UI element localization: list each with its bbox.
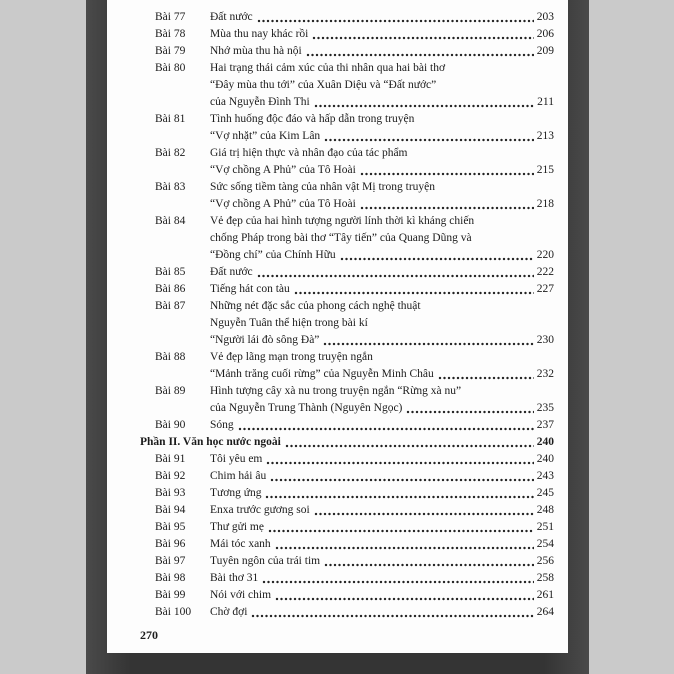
- toc-entry-line: [140, 434, 554, 451]
- entry-title: Hai trạng thái cảm xúc của thi nhân qua hai bài thơ: [210, 62, 446, 74]
- entry-page-number: 230: [536, 334, 554, 346]
- toc-entry: [140, 536, 554, 553]
- dot-leader: [268, 529, 534, 533]
- entry-page-number: 227: [536, 283, 554, 295]
- toc-entry: [140, 553, 554, 570]
- toc-entry-line: [140, 332, 554, 349]
- toc-entry: [140, 383, 554, 417]
- page-number-folio: 270: [140, 628, 158, 642]
- toc-entry-line: [140, 417, 554, 434]
- dot-leader: [324, 563, 534, 567]
- toc-entry: [140, 281, 554, 298]
- entry-page-number: 256: [536, 555, 554, 567]
- entry-page-number: 232: [536, 368, 554, 380]
- toc-entry-line: [140, 9, 554, 26]
- dot-leader: [340, 257, 534, 261]
- toc-entry-line: [140, 213, 554, 230]
- toc-entry: [140, 451, 554, 468]
- entry-page-number: 209: [536, 45, 554, 57]
- dot-leader: [266, 461, 533, 465]
- entry-title: Những nét đặc sắc của phong cách nghệ thuật: [210, 300, 421, 312]
- entry-label: Bài 86: [155, 283, 186, 295]
- entry-page-number: 218: [536, 198, 554, 210]
- toc-entry: [140, 519, 554, 536]
- entry-title: “Đồng chí” của Chính Hữu: [210, 249, 336, 261]
- toc-entry-line: [140, 587, 554, 604]
- toc-entry-line: [140, 77, 554, 94]
- toc-entry-line: [140, 111, 554, 128]
- entry-page-number: 203: [536, 11, 554, 23]
- entry-label: Bài 78: [155, 28, 186, 40]
- dot-leader: [324, 138, 534, 142]
- entry-page-number: 251: [536, 521, 554, 533]
- toc-entry-line: [140, 145, 554, 162]
- toc-entry-line: [140, 298, 554, 315]
- toc-entry: [140, 213, 554, 264]
- dot-leader: [262, 580, 534, 584]
- entry-label: Bài 92: [155, 470, 186, 482]
- toc-entry: [140, 604, 554, 621]
- entry-title: Bài thơ 31: [210, 572, 259, 584]
- entry-title: Tuyên ngôn của trái tim: [210, 555, 321, 567]
- toc-entry-line: [140, 230, 554, 247]
- entry-page-number: 222: [536, 266, 554, 278]
- toc-entry-line: [140, 366, 554, 383]
- dot-leader: [406, 410, 533, 414]
- entry-page-number: 245: [536, 487, 554, 499]
- entry-label: Phần II. Văn học nước ngoài: [140, 436, 281, 448]
- dot-leader: [275, 597, 534, 601]
- entry-page-number: 213: [536, 130, 554, 142]
- dot-leader: [314, 512, 534, 516]
- entry-title: Sức sống tiềm tàng của nhân vật Mị trong truyện: [210, 181, 436, 193]
- entry-label: Bài 85: [155, 266, 186, 278]
- toc-section-header: [140, 434, 554, 451]
- dot-leader: [294, 291, 534, 295]
- entry-label: Bài 99: [155, 589, 186, 601]
- toc-entry: [140, 26, 554, 43]
- dot-leader: [312, 36, 533, 40]
- toc-entry-line: [140, 502, 554, 519]
- entry-title: Tình huống độc đáo và hấp dẫn trong truyện: [210, 113, 415, 125]
- entry-page-number: 206: [536, 28, 554, 40]
- toc-entry-line: [140, 400, 554, 417]
- entry-page-number: 243: [536, 470, 554, 482]
- toc-entry: [140, 570, 554, 587]
- entry-page-number: 240: [536, 436, 554, 448]
- entry-title: Nhớ mùa thu hà nội: [210, 45, 302, 57]
- toc-entry: [140, 9, 554, 26]
- dot-leader: [257, 274, 534, 278]
- entry-label: Bài 90: [155, 419, 186, 431]
- toc-entry-line: [140, 179, 554, 196]
- toc-entry: [140, 417, 554, 434]
- entry-label: Bài 96: [155, 538, 186, 550]
- entry-label: Bài 95: [155, 521, 186, 533]
- dot-leader: [257, 19, 534, 23]
- entry-page-number: 248: [536, 504, 554, 516]
- entry-title: “Vợ chồng A Phủ” của Tô Hoài: [210, 198, 356, 210]
- entry-label: Bài 77: [155, 11, 186, 23]
- book-page: [107, 0, 568, 653]
- entry-label: Bài 97: [155, 555, 186, 567]
- dot-leader: [314, 104, 534, 108]
- toc-entry: [140, 502, 554, 519]
- entry-label: Bài 89: [155, 385, 186, 397]
- toc-entry: [140, 111, 554, 145]
- toc-entry-line: [140, 162, 554, 179]
- toc-entry-line: [140, 468, 554, 485]
- table-of-contents: [107, 0, 568, 621]
- toc-entry: [140, 60, 554, 111]
- entry-title: Enxa trước gương soi: [210, 504, 310, 516]
- entry-label: Bài 94: [155, 504, 186, 516]
- entry-label: Bài 98: [155, 572, 186, 584]
- toc-entry-line: [140, 196, 554, 213]
- entry-title: Mái tóc xanh: [210, 538, 271, 550]
- toc-entry-line: [140, 128, 554, 145]
- entry-label: Bài 88: [155, 351, 186, 363]
- entry-title: Đất nước: [210, 266, 253, 278]
- dot-leader: [275, 546, 534, 550]
- entry-title: “Vợ chồng A Phủ” của Tô Hoài: [210, 164, 356, 176]
- toc-entry-line: [140, 281, 554, 298]
- entry-title: Mùa thu nay khác rồi: [210, 28, 309, 40]
- entry-label: Bài 93: [155, 487, 186, 499]
- entry-page-number: 237: [536, 419, 554, 431]
- entry-title: Vẻ đẹp lãng mạn trong truyện ngắn: [210, 351, 373, 363]
- entry-title: của Nguyễn Đình Thi: [210, 96, 310, 108]
- toc-entry-line: [140, 604, 554, 621]
- toc-entry-line: [140, 485, 554, 502]
- entry-title: “Mảnh trăng cuối rừng” của Nguyễn Minh Châu: [210, 368, 434, 380]
- entry-title: Tôi yêu em: [210, 453, 263, 465]
- entry-page-number: 254: [536, 538, 554, 550]
- toc-entry-line: [140, 247, 554, 264]
- entry-label: Bài 87: [155, 300, 186, 312]
- dot-leader: [265, 495, 533, 499]
- entry-title: Tương ứng: [210, 487, 262, 499]
- entry-title: Đất nước: [210, 11, 253, 23]
- dot-leader: [238, 427, 534, 431]
- toc-entry-line: [140, 315, 554, 332]
- dot-leader: [306, 53, 534, 57]
- toc-entry-line: [140, 94, 554, 111]
- toc-entry-line: [140, 264, 554, 281]
- entry-page-number: 211: [537, 96, 554, 108]
- entry-title: chống Pháp trong bài thơ “Tây tiến” của Quang Dũng và: [210, 232, 472, 244]
- book-cover-edge: [86, 0, 589, 674]
- entry-title: Sóng: [210, 419, 234, 431]
- toc-entry-line: [140, 536, 554, 553]
- entry-title: Vẻ đẹp của hai hình tượng người lính thời kì kháng chiến: [210, 215, 475, 227]
- entry-title: “Người lái đò sông Đà”: [210, 334, 320, 346]
- entry-page-number: 264: [536, 606, 554, 618]
- toc-entry-line: [140, 26, 554, 43]
- dot-leader: [438, 376, 534, 380]
- toc-entry: [140, 43, 554, 60]
- dot-leader: [360, 172, 534, 176]
- entry-label: Bài 81: [155, 113, 186, 125]
- dot-leader: [323, 342, 533, 346]
- entry-page-number: 261: [536, 589, 554, 601]
- entry-title: Chờ đợi: [210, 606, 248, 618]
- toc-entry: [140, 349, 554, 383]
- dot-leader: [270, 478, 534, 482]
- entry-label: Bài 91: [155, 453, 186, 465]
- entry-title: của Nguyễn Trung Thành (Nguyên Ngọc): [210, 402, 403, 414]
- entry-label: Bài 79: [155, 45, 186, 57]
- entry-page-number: 258: [536, 572, 554, 584]
- toc-entry-line: [140, 519, 554, 536]
- entry-title: Hình tượng cây xà nu trong truyện ngắn “Rừng xà nu”: [210, 385, 462, 397]
- toc-entry-line: [140, 349, 554, 366]
- toc-entry-line: [140, 60, 554, 77]
- toc-entry-line: [140, 553, 554, 570]
- dot-leader: [360, 206, 534, 210]
- dot-leader: [285, 444, 534, 448]
- entry-title: “Đây mùa thu tới” của Xuân Diệu và “Đất nước”: [210, 79, 437, 91]
- entry-title: Tiếng hát con tàu: [210, 283, 290, 295]
- toc-entry: [140, 587, 554, 604]
- toc-entry-line: [140, 383, 554, 400]
- entry-label: Bài 100: [155, 606, 192, 618]
- dot-leader: [251, 614, 533, 618]
- entry-page-number: 240: [536, 453, 554, 465]
- entry-label: Bài 84: [155, 215, 186, 227]
- entry-title: “Vợ nhặt” của Kim Lân: [210, 130, 321, 142]
- entry-label: Bài 82: [155, 147, 186, 159]
- toc-entry-line: [140, 43, 554, 60]
- toc-entry: [140, 145, 554, 179]
- toc-entry: [140, 298, 554, 349]
- entry-title: Thư gửi mẹ: [210, 521, 264, 533]
- entry-label: Bài 83: [155, 181, 186, 193]
- entry-page-number: 220: [536, 249, 554, 261]
- toc-entry-line: [140, 451, 554, 468]
- entry-label: Bài 80: [155, 62, 186, 74]
- entry-page-number: 235: [536, 402, 554, 414]
- entry-page-number: 215: [536, 164, 554, 176]
- entry-title: Nguyễn Tuân thể hiện trong bài kí: [210, 317, 368, 329]
- toc-entry-line: [140, 570, 554, 587]
- entry-title: Giá trị hiện thực và nhân đạo của tác phẩm: [210, 147, 408, 159]
- toc-entry: [140, 179, 554, 213]
- entry-title: Chim hải âu: [210, 470, 267, 482]
- toc-entry: [140, 264, 554, 281]
- toc-entry: [140, 468, 554, 485]
- entry-title: Nói với chim: [210, 589, 272, 601]
- toc-entry: [140, 485, 554, 502]
